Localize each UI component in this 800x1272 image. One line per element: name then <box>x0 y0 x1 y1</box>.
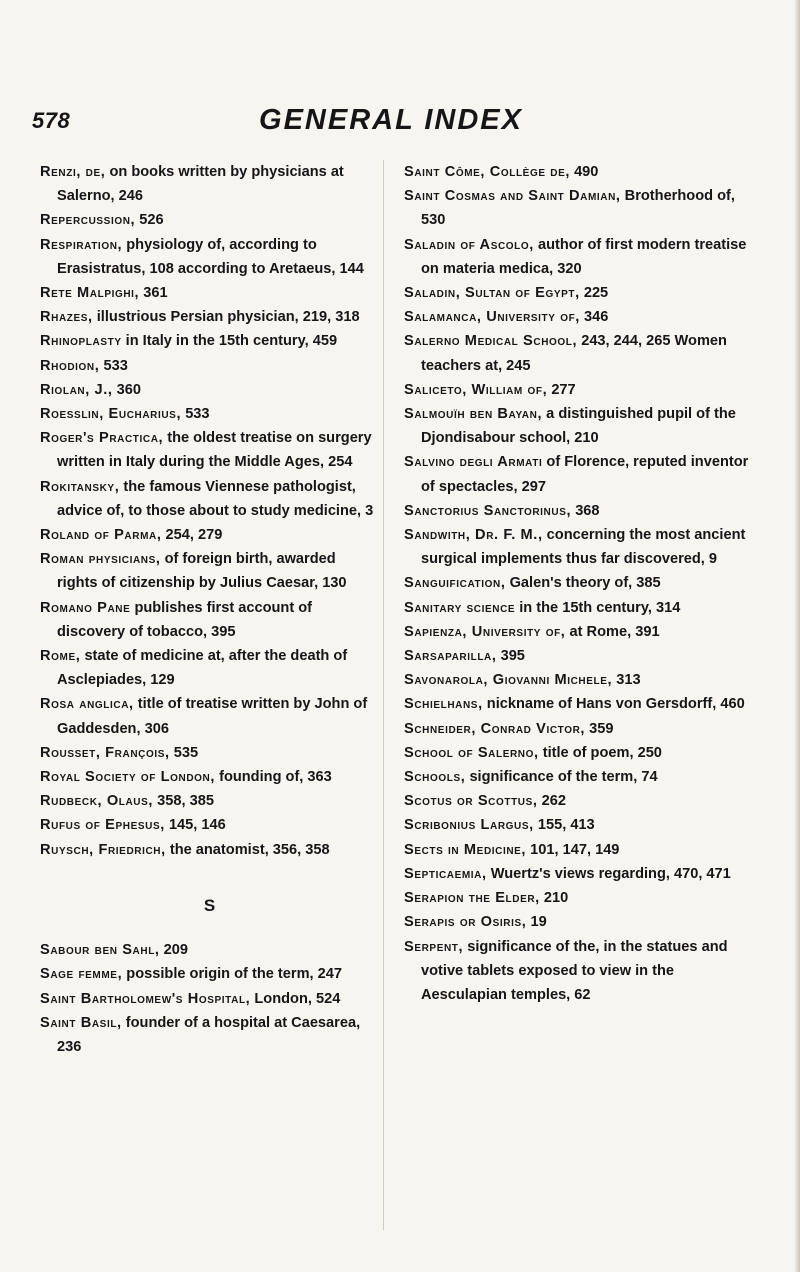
index-entry-text: 277 <box>551 381 576 398</box>
index-entry-heading: Scotus or Scottus, <box>404 793 538 810</box>
section-letter: S <box>203 895 217 915</box>
index-entry <box>404 620 750 644</box>
index-entry <box>404 596 750 620</box>
index-entry-text: nickname of Hans von Gersdorff, 460 <box>486 696 745 713</box>
index-entry-text: 243, 244, 265 Women teachers at, 245 <box>421 333 727 374</box>
index-entry-text: 360 <box>116 381 142 398</box>
index-entry <box>40 938 380 962</box>
index-entry <box>404 935 750 1008</box>
index-entry-text: the anatomist, 356, 358 <box>169 841 330 858</box>
index-entry-heading: Serapion the Elder, <box>404 890 540 907</box>
index-entry-heading: Schools, <box>404 769 466 786</box>
index-entry-heading: Ruysch, Friedrich, <box>40 841 166 858</box>
index-entry-text: 19 <box>530 914 547 931</box>
index-entry-text: of foreign birth, awarded rights of citizenship by Julius Caesar, 130 <box>57 551 347 592</box>
index-entry <box>40 402 380 426</box>
index-entry-text: on books written by physicians at Salerno, 246 <box>57 164 344 205</box>
index-entry-heading: Sects in Medicine, <box>404 841 527 858</box>
index-entry <box>40 838 380 862</box>
index-entry-heading: Sarsaparilla, <box>404 648 497 665</box>
index-entry-text: illustrious Persian physician, 219, 318 <box>96 309 360 326</box>
index-entry-text: 101, 147, 149 <box>530 841 620 858</box>
index-entry-heading: Rhazes, <box>40 309 93 326</box>
index-entry <box>404 305 750 329</box>
index-entry-heading: Saladin, Sultan of Egypt, <box>404 285 580 302</box>
index-entry <box>404 668 750 692</box>
index-entry-heading: Sandwith, Dr. F. M., <box>404 527 543 544</box>
index-entry-text: 210 <box>543 890 569 907</box>
index-entry <box>404 692 750 716</box>
index-entry-heading: Rhodion, <box>40 357 100 374</box>
index-entry-heading: Rome, <box>40 648 81 665</box>
index-entry <box>40 962 380 986</box>
index-entry-heading: Savonarola, Giovanni Michele, <box>404 672 613 689</box>
index-entry-text: physiology of, according to Erasistratus, 108 according to Aretaeus, 144 <box>57 236 364 277</box>
index-entry-heading: Serapis or Osiris, <box>404 914 527 931</box>
index-entry-text: the famous Viennese pathologist, advice of, to those about to study medicine, 3 <box>57 478 374 519</box>
index-entry-text: founder of a hospital at Caesarea, 236 <box>57 1014 361 1055</box>
index-entry-text: 359 <box>589 720 614 737</box>
index-entry-heading: Royal Society of London, <box>40 769 216 786</box>
index-entry-text: 346 <box>584 309 609 326</box>
index-entry-heading: Roesslin, Eucharius, <box>40 406 182 423</box>
index-entry <box>40 789 380 813</box>
index-entry <box>40 426 380 474</box>
index-entry-text: 533 <box>103 357 128 374</box>
index-entry-text: Brotherhood of, 530 <box>421 188 735 229</box>
page-edge-shadow <box>794 0 800 1272</box>
index-entry-heading: Rete Malpighi, <box>40 285 140 302</box>
left-entries-s <box>40 938 380 1059</box>
index-entry <box>404 402 750 450</box>
index-entry-heading: Renzi, de, <box>40 164 106 180</box>
index-entry <box>40 1011 380 1059</box>
index-entry-heading: Roman physicians, <box>40 551 161 568</box>
index-entry-heading: Rudbeck, Olaus, <box>40 793 154 810</box>
index-entry <box>404 450 750 498</box>
index-entry-text: 490 <box>574 164 599 180</box>
index-entry-text: Galen's theory of, 385 <box>509 575 661 592</box>
index-entry-heading: Septicaemia, <box>404 865 487 882</box>
left-column <box>40 160 380 1059</box>
index-entry-text: 535 <box>173 744 199 761</box>
index-entry-text: 155, 413 <box>537 817 595 834</box>
index-entry <box>40 354 380 378</box>
index-entry-text: 225 <box>583 285 609 302</box>
index-entry-text: 361 <box>143 285 168 302</box>
index-entry <box>404 378 750 402</box>
index-entry <box>404 741 750 765</box>
index-entry-text: 254, 279 <box>165 527 223 544</box>
index-entry-heading: Salamanca, University of, <box>404 309 580 326</box>
index-entry-heading: Rufus of Ephesus, <box>40 817 165 834</box>
index-entry <box>40 305 380 329</box>
index-entry-heading: Rhinoplasty <box>40 333 122 350</box>
index-entry-text: significance of the term, 74 <box>469 769 658 786</box>
index-entry-text: 395 <box>500 648 525 665</box>
index-entry <box>404 160 750 184</box>
index-entry-heading: Sabour ben Sahl, <box>40 942 160 959</box>
index-entry <box>404 523 750 571</box>
index-entry <box>404 813 750 837</box>
index-entry-heading: Serpent, <box>404 938 464 955</box>
index-entry-text: at Rome, 391 <box>569 623 660 640</box>
column-divider <box>383 160 384 1230</box>
index-entry-heading: Scribonius Largus, <box>404 817 534 834</box>
index-entry-text: the oldest treatise on surgery written in Italy during the Middle Ages, 254 <box>57 430 372 471</box>
index-entry <box>40 233 380 281</box>
index-entry-text: possible origin of the term, 247 <box>126 966 343 983</box>
index-entry-heading: Rousset, François, <box>40 744 170 761</box>
index-entry-heading: Sanctorius Sanctorinus, <box>404 502 572 519</box>
running-title: GENERAL INDEX <box>259 104 523 136</box>
index-entry-text: title of treatise written by John of Gaddesden, 306 <box>57 696 368 737</box>
right-entries <box>404 160 750 1007</box>
index-entry <box>40 523 380 547</box>
index-entry-text: 262 <box>541 793 566 810</box>
index-entry-heading: Schielhans, <box>404 696 483 713</box>
index-entry <box>40 329 380 353</box>
index-entry <box>404 499 750 523</box>
index-entry-heading: Salmouïh ben Bayan, <box>404 406 543 423</box>
index-entry-text: 209 <box>163 942 188 959</box>
index-entry-text: in Italy in the 15th century, 459 <box>125 333 338 350</box>
index-entry-text: Wuertz's views regarding, 470, 471 <box>490 865 731 882</box>
index-entry <box>404 765 750 789</box>
index-entry <box>404 233 750 281</box>
index-entry-heading: Sapienza, University of, <box>404 623 566 640</box>
index-entry-text: state of medicine at, after the death of Asclepiades, 129 <box>57 648 348 689</box>
index-entry-text: 533 <box>185 406 210 423</box>
index-entry-heading: Roland of Parma, <box>40 527 162 544</box>
index-entry-text: 368 <box>575 502 600 519</box>
index-entry-text: 145, 146 <box>168 817 226 834</box>
index-entry <box>404 838 750 862</box>
index-entry-text: 358, 385 <box>157 793 214 810</box>
index-entry-heading: Saliceto, William of, <box>404 381 548 398</box>
index-entry-heading: Saladin of Ascolo, <box>404 236 534 253</box>
index-entry <box>40 208 380 232</box>
index-entry <box>40 765 380 789</box>
index-entry-heading: Roger's Practica, <box>40 430 164 447</box>
index-entry-text: author of first modern treatise on materia medica, 320 <box>421 236 747 277</box>
index-entry-text: title of poem, 250 <box>542 744 662 761</box>
index-entry <box>40 475 380 523</box>
index-entry <box>40 987 380 1011</box>
index-entry <box>40 813 380 837</box>
index-entry-heading: Repercussion, <box>40 212 136 229</box>
left-entries-r <box>40 160 380 862</box>
index-entry <box>40 596 380 644</box>
index-entry-heading: Saint Cosmas and Saint Damian, <box>404 188 621 205</box>
index-entry-heading: Saint Basil, <box>40 1014 122 1031</box>
right-column <box>404 160 750 1007</box>
index-entry-heading: Rokitansky, <box>40 478 120 495</box>
index-entry-heading: Saint Bartholomew's Hospital, <box>40 990 251 1007</box>
index-entry <box>40 281 380 305</box>
index-entry-text: founding of, 363 <box>219 769 332 786</box>
index-entry-text: significance of the, in the statues and votive tablets exposed to view in the Aesculapian temples, 62 <box>421 938 728 1003</box>
index-entry-text: a distinguished pupil of the Djondisabour school, 210 <box>421 406 736 447</box>
index-entry <box>40 692 380 740</box>
index-entry-heading: Sage femme, <box>40 966 123 983</box>
index-entry <box>404 644 750 668</box>
index-entry-text: 313 <box>616 672 641 689</box>
index-entry <box>40 741 380 765</box>
index-entry <box>40 378 380 402</box>
index-entry <box>404 886 750 910</box>
index-entry <box>40 160 380 208</box>
index-entry-heading: Riolan, J., <box>40 381 113 398</box>
index-entry-heading: Saint Côme, Collège de, <box>404 164 570 180</box>
index-entry <box>404 571 750 595</box>
index-entry-text: concerning the most ancient surgical implements thus far discovered, 9 <box>421 527 746 568</box>
index-entry-text: in the 15th century, 314 <box>519 599 681 616</box>
index-entry <box>404 329 750 377</box>
index-entry-heading: School of Salerno, <box>404 744 539 761</box>
page-header <box>32 104 750 148</box>
index-entry-heading: Respiration, <box>40 236 123 253</box>
page-number: 578 <box>32 108 71 133</box>
index-entry-text: publishes first account of discovery of tobacco, 395 <box>57 599 313 640</box>
index-entry <box>404 910 750 934</box>
index-entry-heading: Sanitary science <box>404 599 516 616</box>
index-entry <box>404 184 750 232</box>
index-entry-text: of Florence, reputed inventor of spectacles, 297 <box>421 454 749 495</box>
index-entry-text: 526 <box>139 212 164 229</box>
index-entry-heading: Salvino degli Armati <box>404 454 543 471</box>
index-entry <box>404 717 750 741</box>
index-entry-text: London, 524 <box>254 990 341 1007</box>
index-entry <box>40 547 380 595</box>
index-entry-heading: Salerno Medical School, <box>404 333 578 350</box>
index-entry-heading: Schneider, Conrad Victor, <box>404 720 586 737</box>
index-entry <box>40 644 380 692</box>
index-entry-heading: Romano Pane <box>40 599 131 616</box>
index-entry-heading: Sanguification, <box>404 575 506 592</box>
index-entry <box>404 862 750 886</box>
index-entry <box>404 281 750 305</box>
index-entry-heading: Rosa anglica, <box>40 696 134 713</box>
index-entry <box>404 789 750 813</box>
